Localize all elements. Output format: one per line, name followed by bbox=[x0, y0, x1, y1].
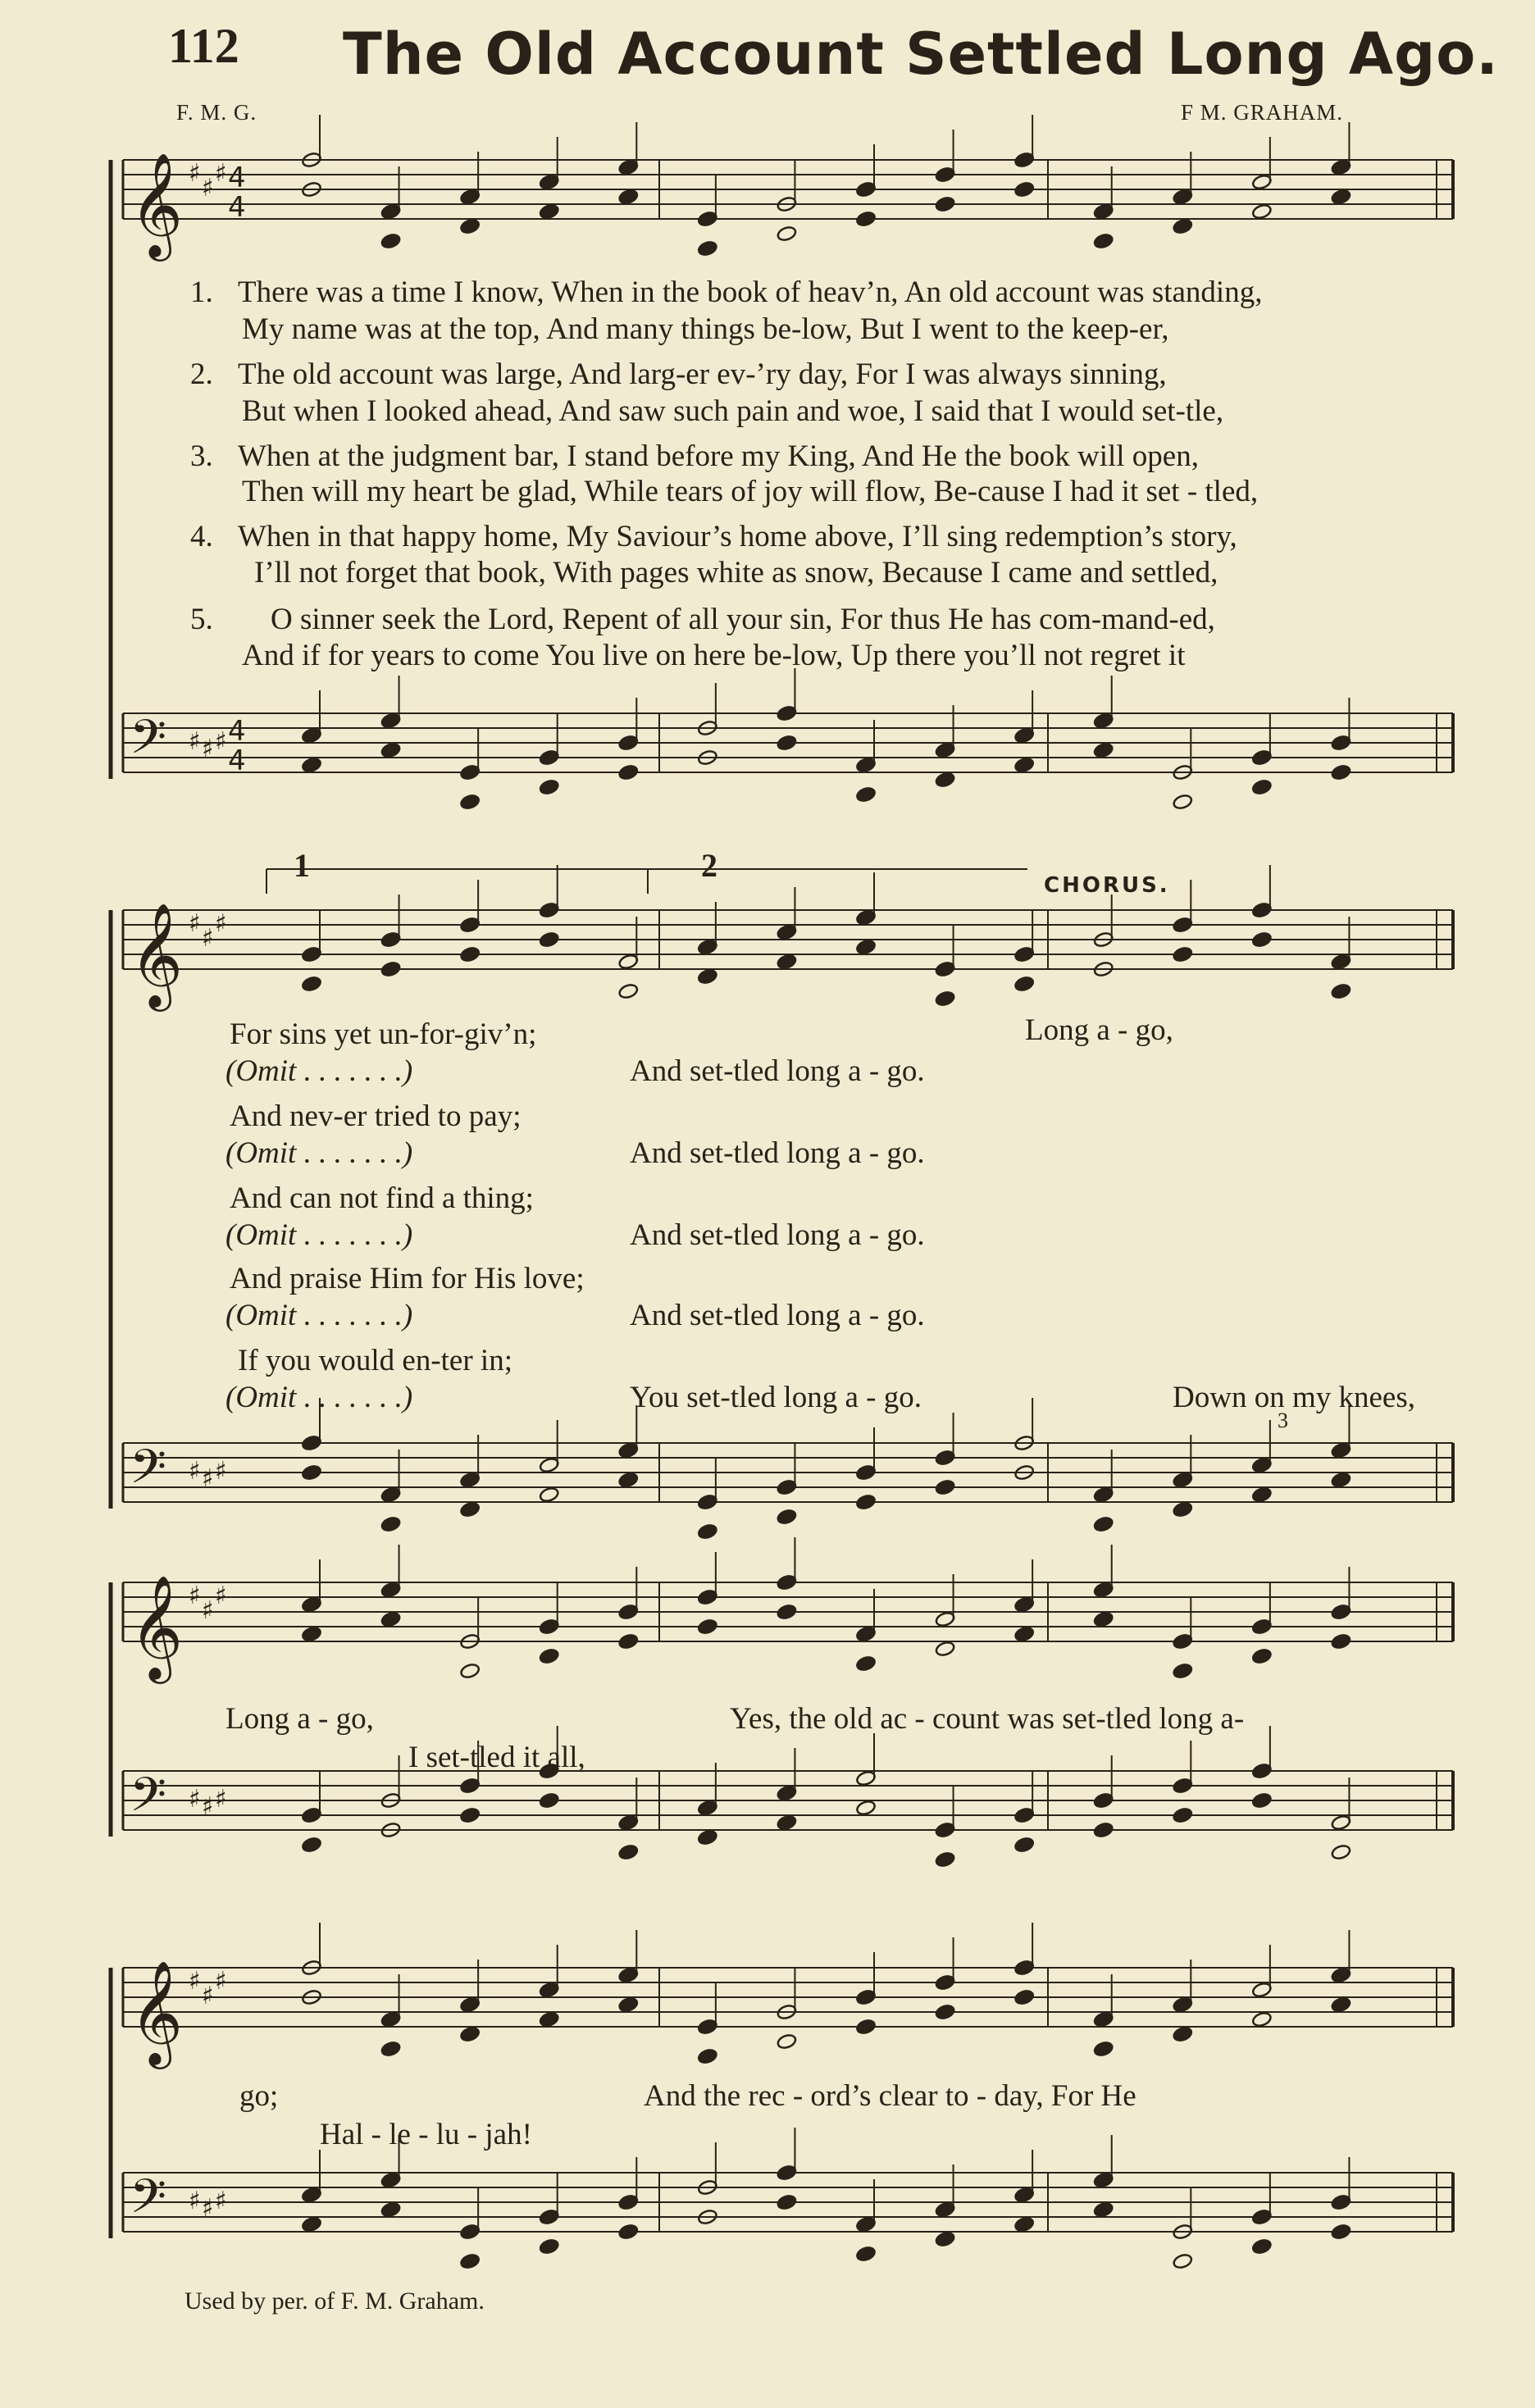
lyricist-credit: F. M. G. bbox=[176, 100, 257, 125]
note-head bbox=[855, 1626, 876, 1643]
note-head bbox=[777, 1785, 797, 1802]
note-head bbox=[539, 1982, 559, 1999]
note-head bbox=[1093, 1792, 1114, 1809]
note-head bbox=[1173, 1778, 1193, 1795]
note-head bbox=[1013, 757, 1034, 774]
verse-tail-line: For sins yet un-for-giv’n; bbox=[230, 1017, 537, 1051]
note-head bbox=[777, 735, 797, 752]
music-glyph: ♯ bbox=[215, 909, 227, 938]
note-head bbox=[697, 1800, 717, 1817]
note-head bbox=[935, 961, 955, 978]
note-head bbox=[301, 976, 321, 993]
note-head bbox=[459, 1778, 480, 1795]
note-head bbox=[1013, 1837, 1034, 1854]
note-head bbox=[1013, 1960, 1034, 1977]
note-head bbox=[855, 1494, 876, 1511]
note-head bbox=[1013, 181, 1034, 198]
verse-tail-line: And set-tled long a - go. bbox=[630, 1136, 925, 1170]
note-head bbox=[1093, 203, 1114, 221]
note-head bbox=[1173, 1633, 1193, 1650]
note-head bbox=[1093, 712, 1114, 730]
note-head bbox=[618, 1633, 639, 1650]
note-head bbox=[1331, 159, 1351, 176]
note-head bbox=[618, 983, 639, 1000]
note-head bbox=[1331, 1814, 1351, 1832]
note-head bbox=[1251, 1486, 1272, 1504]
note-head bbox=[459, 2253, 480, 2270]
note-head bbox=[697, 2048, 717, 2065]
note-head bbox=[777, 1479, 797, 1496]
chorus-lyric: Long a - go, bbox=[1025, 1013, 1173, 1047]
verse-tail-line: And set-tled long a - go. bbox=[630, 1218, 925, 1252]
note-head bbox=[618, 1844, 639, 1861]
note-head bbox=[539, 1648, 559, 1665]
music-glyph: 4 bbox=[228, 744, 246, 777]
music-glyph: ♯ bbox=[215, 727, 227, 756]
note-head bbox=[1093, 1516, 1114, 1533]
note-head bbox=[380, 742, 401, 759]
note-head bbox=[777, 1814, 797, 1832]
note-head bbox=[935, 742, 955, 759]
note-head bbox=[1013, 152, 1034, 169]
verse-tail-line: And set-tled long a - go. bbox=[630, 1054, 925, 1088]
verse-tail-line: And can not find a thing; bbox=[230, 1181, 534, 1215]
note-head bbox=[380, 2041, 401, 2058]
note-head bbox=[1251, 2011, 1272, 2028]
note-head bbox=[459, 946, 480, 963]
note-head bbox=[1251, 203, 1272, 221]
note-head bbox=[1173, 2026, 1193, 2043]
note-head bbox=[855, 2019, 876, 2036]
note-head bbox=[459, 189, 480, 206]
note-head bbox=[1093, 1486, 1114, 1504]
chorus-lyric: And the rec - ord’s clear to - day, For He bbox=[644, 2079, 1136, 2113]
note-head bbox=[1173, 917, 1193, 934]
permission-note: Used by per. of F. M. Graham. bbox=[184, 2287, 485, 2315]
note-head bbox=[380, 2011, 401, 2028]
note-head bbox=[539, 779, 559, 796]
note-head bbox=[301, 1626, 321, 1643]
chorus-label: CHORUS. bbox=[1044, 873, 1170, 898]
chorus-lyric: Long a - go, bbox=[225, 1702, 374, 1736]
note-head bbox=[935, 1822, 955, 1839]
note-head bbox=[1013, 1596, 1034, 1614]
verse-tail-line: And praise Him for His love; bbox=[230, 1262, 585, 1295]
second-ending-number: 2 bbox=[701, 847, 717, 884]
note-head bbox=[301, 2187, 321, 2204]
note-head bbox=[935, 772, 955, 789]
note-head bbox=[935, 1479, 955, 1496]
note-head bbox=[697, 939, 717, 956]
note-head bbox=[935, 1851, 955, 1869]
note-head bbox=[1093, 1611, 1114, 1628]
stanza-number: 4. bbox=[190, 520, 213, 553]
note-head bbox=[1173, 2253, 1193, 2270]
note-head bbox=[777, 2164, 797, 2182]
note-head bbox=[1173, 189, 1193, 206]
stanza-line: The old account was large, And larg-er ev-’ry day, For I was always sinning, bbox=[238, 357, 1167, 391]
note-head bbox=[777, 705, 797, 722]
music-glyph: ♯ bbox=[189, 1785, 201, 1814]
note-head bbox=[618, 189, 639, 206]
note-head bbox=[618, 1814, 639, 1832]
note-head bbox=[539, 1457, 559, 1474]
note-head bbox=[301, 757, 321, 774]
note-head bbox=[1331, 1844, 1351, 1861]
stanza-line: When at the judgment bar, I stand before my King, And He the book will open, bbox=[238, 439, 1199, 473]
stanza-line: I’ll not forget that book, With pages white as snow, Because I came and settled, bbox=[254, 556, 1218, 589]
note-head bbox=[618, 2224, 639, 2241]
music-glyph: ♯ bbox=[202, 924, 214, 953]
note-head bbox=[380, 1611, 401, 1628]
note-head bbox=[459, 1472, 480, 1489]
note-head bbox=[380, 1486, 401, 1504]
note-head bbox=[1331, 1604, 1351, 1621]
music-glyph: ♯ bbox=[202, 174, 214, 203]
note-head bbox=[1331, 2194, 1351, 2211]
note-head bbox=[459, 1996, 480, 2014]
note-head bbox=[459, 764, 480, 781]
music-glyph: 𝄢 bbox=[130, 1767, 167, 1834]
note-head bbox=[1093, 1822, 1114, 1839]
note-head bbox=[301, 1807, 321, 1824]
note-head bbox=[1173, 1663, 1193, 1680]
note-head bbox=[539, 2209, 559, 2226]
note-head bbox=[1013, 727, 1034, 744]
note-head bbox=[1173, 946, 1193, 963]
note-head bbox=[459, 2224, 480, 2241]
note-head bbox=[380, 203, 401, 221]
note-head bbox=[855, 181, 876, 198]
note-head bbox=[301, 1596, 321, 1614]
note-head bbox=[935, 1641, 955, 1658]
music-glyph: 𝄞 bbox=[130, 902, 184, 1007]
note-head bbox=[855, 1800, 876, 1817]
note-head bbox=[855, 2246, 876, 2263]
music-glyph: 𝄞 bbox=[130, 152, 184, 257]
music-glyph: ♯ bbox=[215, 159, 227, 188]
note-head bbox=[1251, 1982, 1272, 1999]
note-head bbox=[855, 1989, 876, 2006]
music-glyph: ♯ bbox=[215, 1967, 227, 1996]
note-head bbox=[618, 735, 639, 752]
note-head bbox=[1251, 1618, 1272, 1636]
stanza-number: 5. bbox=[190, 603, 213, 636]
stanza-number: 3. bbox=[190, 439, 213, 473]
note-head bbox=[1173, 1807, 1193, 1824]
note-head bbox=[697, 1829, 717, 1846]
music-glyph: ♯ bbox=[189, 1582, 201, 1610]
note-head bbox=[301, 1464, 321, 1482]
stanza-line: And if for years to come You live on here be-low, Up there you’ll not regret it bbox=[242, 639, 1186, 672]
music-glyph: ♯ bbox=[189, 2187, 201, 2215]
note-head bbox=[1331, 1633, 1351, 1650]
chorus-lyric: go; bbox=[239, 2079, 279, 2113]
note-head bbox=[380, 2172, 401, 2189]
music-glyph: 4 bbox=[228, 191, 246, 224]
note-head bbox=[301, 946, 321, 963]
note-head bbox=[539, 2238, 559, 2256]
note-head bbox=[618, 1996, 639, 2014]
note-head bbox=[459, 218, 480, 235]
note-head bbox=[777, 954, 797, 971]
note-head bbox=[539, 1618, 559, 1636]
omit-marker: (Omit . . . . . . .) bbox=[225, 1218, 413, 1252]
note-head bbox=[1331, 1996, 1351, 2014]
music-glyph: 𝄢 bbox=[130, 2169, 167, 2236]
note-head bbox=[301, 1837, 321, 1854]
note-head bbox=[935, 1974, 955, 1991]
music-glyph: ♯ bbox=[215, 1457, 227, 1486]
music-glyph: 𝄢 bbox=[130, 1439, 167, 1506]
note-head bbox=[935, 1611, 955, 1628]
note-head bbox=[1173, 1472, 1193, 1489]
note-head bbox=[1251, 1648, 1272, 1665]
note-head bbox=[697, 2019, 717, 2036]
note-head bbox=[380, 1582, 401, 1599]
note-head bbox=[697, 968, 717, 986]
note-head bbox=[459, 794, 480, 811]
note-head bbox=[1251, 749, 1272, 767]
first-ending-number: 1 bbox=[294, 847, 310, 884]
note-head bbox=[539, 902, 559, 919]
note-head bbox=[539, 931, 559, 949]
note-head bbox=[1093, 233, 1114, 250]
note-head bbox=[855, 786, 876, 803]
chorus-lyric: I set-tled it all, bbox=[408, 1741, 585, 1774]
note-head bbox=[1331, 1472, 1351, 1489]
note-head bbox=[935, 2004, 955, 2021]
note-head bbox=[1173, 218, 1193, 235]
note-head bbox=[855, 909, 876, 926]
note-head bbox=[1331, 1442, 1351, 1459]
note-head bbox=[1093, 2011, 1114, 2028]
note-head bbox=[301, 727, 321, 744]
music-glyph: 𝄞 bbox=[130, 1960, 184, 2064]
note-head bbox=[777, 924, 797, 941]
music-glyph: ♯ bbox=[202, 1792, 214, 1821]
note-head bbox=[539, 749, 559, 767]
note-head bbox=[855, 1770, 876, 1787]
hymn-title: The Old Account Settled Long Ago. bbox=[343, 20, 1499, 88]
note-head bbox=[459, 917, 480, 934]
note-head bbox=[1251, 779, 1272, 796]
note-head bbox=[697, 211, 717, 228]
stanza-line: But when I looked ahead, And saw such pain and woe, I said that I would set-tle, bbox=[242, 394, 1224, 428]
note-head bbox=[539, 1486, 559, 1504]
note-head bbox=[935, 166, 955, 184]
note-head bbox=[777, 2033, 797, 2051]
note-head bbox=[855, 2216, 876, 2233]
verse-tail-line: And nev-er tried to pay; bbox=[230, 1099, 522, 1133]
stanza-number: 1. bbox=[190, 275, 213, 309]
note-head bbox=[380, 1516, 401, 1533]
note-head bbox=[1173, 1501, 1193, 1518]
note-head bbox=[459, 1807, 480, 1824]
note-head bbox=[618, 1967, 639, 1984]
omit-marker: (Omit . . . . . . .) bbox=[225, 1054, 413, 1088]
note-head bbox=[1251, 2238, 1272, 2256]
note-head bbox=[935, 2201, 955, 2219]
music-glyph: 4 bbox=[228, 162, 246, 194]
note-head bbox=[1331, 983, 1351, 1000]
note-head bbox=[1093, 742, 1114, 759]
note-head bbox=[1251, 2209, 1272, 2226]
note-head bbox=[1013, 976, 1034, 993]
note-head bbox=[1331, 1967, 1351, 1984]
chorus-lyric: Yes, the old ac - count was set-tled long a- bbox=[730, 1702, 1245, 1736]
stanza-line: When in that happy home, My Saviour’s home above, I’ll sing redemption’s story, bbox=[238, 520, 1237, 553]
music-glyph: 4 bbox=[228, 715, 246, 748]
note-head bbox=[618, 764, 639, 781]
stanza-line: My name was at the top, And many things be-low, But I went to the keep-er, bbox=[242, 312, 1169, 346]
note-head bbox=[855, 757, 876, 774]
note-head bbox=[1251, 1763, 1272, 1780]
note-head bbox=[1331, 764, 1351, 781]
note-head bbox=[935, 196, 955, 213]
note-head bbox=[1251, 1792, 1272, 1809]
verse-tail-line: You set-tled long a - go. bbox=[630, 1381, 922, 1414]
note-head bbox=[777, 1509, 797, 1526]
note-head bbox=[618, 1604, 639, 1621]
note-head bbox=[1093, 2041, 1114, 2058]
note-head bbox=[1331, 2224, 1351, 2241]
note-head bbox=[539, 1792, 559, 1809]
note-head bbox=[1173, 794, 1193, 811]
chorus-lyric: Hal - le - lu - jah! bbox=[320, 2118, 532, 2151]
music-glyph: ♯ bbox=[189, 159, 201, 188]
chorus-lyric: Down on my knees, bbox=[1173, 1381, 1415, 1414]
note-head bbox=[301, 1435, 321, 1452]
note-head bbox=[459, 1501, 480, 1518]
note-head bbox=[777, 1604, 797, 1621]
music-glyph: ♯ bbox=[215, 1582, 227, 1610]
music-glyph: ♯ bbox=[189, 1457, 201, 1486]
note-head bbox=[1093, 2172, 1114, 2189]
stanza-line: Then will my heart be glad, While tears of joy will flow, Be-cause I had it set - tled, bbox=[242, 475, 1259, 508]
note-head bbox=[777, 2194, 797, 2211]
note-head bbox=[855, 939, 876, 956]
omit-marker: (Omit . . . . . . .) bbox=[225, 1299, 413, 1332]
verse-tail-line: And set-tled long a - go. bbox=[630, 1299, 925, 1332]
triplet-mark: 3 bbox=[1278, 1409, 1288, 1432]
note-head bbox=[459, 2026, 480, 2043]
note-head bbox=[935, 1450, 955, 1467]
note-head bbox=[1331, 954, 1351, 971]
note-head bbox=[539, 174, 559, 191]
note-head bbox=[777, 1574, 797, 1591]
note-head bbox=[459, 1663, 480, 1680]
note-head bbox=[1251, 174, 1272, 191]
composer-credit: F M. GRAHAM. bbox=[1181, 100, 1344, 125]
note-head bbox=[618, 2194, 639, 2211]
note-head bbox=[1331, 189, 1351, 206]
note-head bbox=[539, 203, 559, 221]
stanza-number: 2. bbox=[190, 357, 213, 391]
note-head bbox=[618, 1472, 639, 1489]
note-head bbox=[1013, 2216, 1034, 2233]
note-head bbox=[618, 954, 639, 971]
note-head bbox=[1013, 1626, 1034, 1643]
stanza-line: There was a time I know, When in the book of heav’n, An old account was standing, bbox=[238, 275, 1263, 309]
note-head bbox=[855, 1655, 876, 1673]
note-head bbox=[1013, 1989, 1034, 2006]
note-head bbox=[1013, 2187, 1034, 2204]
music-glyph: ♯ bbox=[189, 1967, 201, 1996]
music-glyph: ♯ bbox=[202, 1596, 214, 1625]
music-glyph: ♯ bbox=[202, 2194, 214, 2223]
music-glyph: 𝄢 bbox=[130, 709, 167, 776]
page-number: 112 bbox=[168, 19, 239, 73]
note-head bbox=[697, 1618, 717, 1636]
music-glyph: ♯ bbox=[215, 2187, 227, 2215]
note-head bbox=[1251, 1457, 1272, 1474]
music-glyph: ♯ bbox=[202, 735, 214, 763]
note-head bbox=[777, 225, 797, 243]
music-glyph: ♯ bbox=[189, 909, 201, 938]
omit-marker: (Omit . . . . . . .) bbox=[225, 1136, 413, 1170]
note-head bbox=[1331, 735, 1351, 752]
note-head bbox=[935, 990, 955, 1008]
note-head bbox=[380, 931, 401, 949]
note-head bbox=[697, 1589, 717, 1606]
note-head bbox=[618, 159, 639, 176]
note-head bbox=[380, 233, 401, 250]
note-head bbox=[855, 211, 876, 228]
note-head bbox=[855, 1464, 876, 1482]
note-head bbox=[1251, 902, 1272, 919]
note-head bbox=[618, 1442, 639, 1459]
music-glyph: ♯ bbox=[202, 1982, 214, 2010]
omit-marker: (Omit . . . . . . .) bbox=[225, 1381, 413, 1414]
note-head bbox=[1093, 1582, 1114, 1599]
note-head bbox=[380, 712, 401, 730]
note-head bbox=[697, 240, 717, 257]
music-glyph: ♯ bbox=[202, 1464, 214, 1493]
note-head bbox=[935, 2231, 955, 2248]
music-glyph: ♯ bbox=[189, 727, 201, 756]
note-head bbox=[697, 1494, 717, 1511]
note-head bbox=[1093, 2201, 1114, 2219]
stanza-line: O sinner seek the Lord, Repent of all your sin, For thus He has com-mand-ed, bbox=[271, 603, 1215, 636]
verse-tail-line: If you would en-ter in; bbox=[238, 1344, 512, 1377]
note-head bbox=[301, 2216, 321, 2233]
note-head bbox=[1013, 946, 1034, 963]
music-glyph: 𝄞 bbox=[130, 1574, 184, 1679]
note-head bbox=[539, 2011, 559, 2028]
note-head bbox=[1013, 1807, 1034, 1824]
music-glyph: ♯ bbox=[215, 1785, 227, 1814]
note-head bbox=[380, 961, 401, 978]
note-head bbox=[380, 2201, 401, 2219]
note-head bbox=[697, 1523, 717, 1541]
note-head bbox=[1251, 931, 1272, 949]
note-head bbox=[1173, 1996, 1193, 2014]
